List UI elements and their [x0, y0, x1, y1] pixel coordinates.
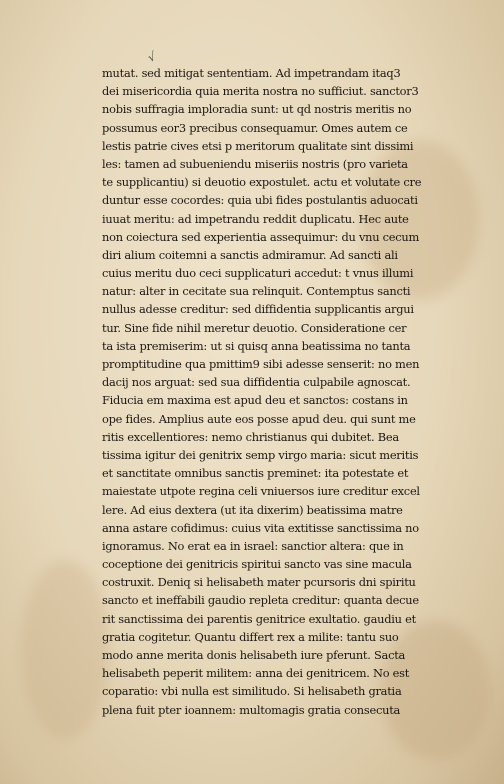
- text-line: ope fides. Amplius aute eos posse apud deu. qui sunt me: [102, 411, 416, 426]
- text-line: plena fuit pter ioannem: multomagis gratia consecuta: [102, 702, 401, 717]
- text-line: dei misericordia quia merita nostra no sufficiut. sanctor3: [102, 84, 419, 99]
- text-line: nullus adesse creditur: sed diffidentia supplicantis argui: [102, 302, 414, 317]
- text-line: les: tamen ad subueniendu miseriis nostris (pro varieta: [102, 156, 408, 171]
- text-line: mutat. sed mitigat sententiam. Ad impetrandam itaq3: [102, 66, 401, 80]
- text-line: rit sanctissima dei parentis genitrice exultatio. gaudiu et: [102, 611, 416, 626]
- text-line: modo anne merita donis helisabeth iure pferunt. Sacta: [102, 648, 406, 662]
- text-line: ignoramus. No erat ea in israel: sanctior altera: que in: [102, 538, 404, 553]
- text-line: costruxit. Deniq si helisabeth mater pcursoris dni spiritu: [102, 575, 416, 590]
- text-line: nobis suffragia imploradia sunt: ut qd nostris meritis no: [102, 102, 412, 117]
- text-line: sancto et ineffabili gaudio repleta creditur: quanta decue: [102, 593, 419, 608]
- pen-check-mark: √: [145, 49, 158, 65]
- paper-stain: [20, 560, 110, 740]
- text-line: lere. Ad eius dextera (ut ita dixerim) beatissima matre: [102, 502, 403, 517]
- text-column: [102, 64, 464, 719]
- text-line: dacij nos arguat: sed sua diffidentia culpabile agnoscat.: [102, 375, 411, 390]
- text-line: tur. Sine fide nihil meretur deuotio. Consideratione cer: [102, 320, 407, 335]
- text-line: maiestate utpote regina celi vniuersos iure creditur excel: [102, 484, 420, 499]
- text-line: coceptione dei genitricis spiritui sancto vas sine macula: [102, 557, 412, 572]
- text-line: ritis excellentiores: nemo christianus qui dubitet. Bea: [102, 429, 399, 444]
- text-line: duntur esse cocordes: quia ubi fides postulantis aduocati: [102, 193, 418, 208]
- text-line: tissima igitur dei genitrix semp virgo maria: sicut meritis: [102, 447, 419, 462]
- text-line: lestis patrie cives etsi p meritorum qualitate sint dissimi: [102, 138, 414, 153]
- text-line: diri alium coitemni a sanctis admiramur. Ad sancti ali: [102, 247, 398, 262]
- text-line: promptitudine qua pmittim9 sibi adesse senserit: no men: [102, 357, 420, 371]
- text-line: ta ista premiserim: ut si quisq anna beatissima no tanta: [102, 338, 411, 353]
- text-line: helisabeth peperit militem: anna dei genitricem. No est: [102, 666, 410, 681]
- text-line: non coiectura sed experientia assequimur: du vnu cecum: [102, 229, 420, 244]
- text-line: gratia cogitetur. Quantu differt rex a milite: tantu suo: [102, 629, 399, 644]
- text-line: Fiducia em maxima est apud deu et sanctos: costans in: [102, 393, 408, 408]
- text-line: coparatio: vbi nulla est similitudo. Si helisabeth gratia: [102, 684, 402, 699]
- text-line: cuius meritu duo ceci supplicaturi accedut: t vnus illumi: [102, 266, 414, 281]
- text-line: anna astare cofidimus: cuius vita extitisse sanctissima no: [102, 520, 419, 535]
- text-line: te supplicantiu) si deuotio expostulet. actu et volutate cre: [102, 175, 422, 190]
- text-line: et sanctitate omnibus sanctis preminet: ita potestate et: [102, 466, 409, 481]
- text-line: natur: alter in cecitate sua relinquit. Contemptus sancti: [102, 284, 411, 299]
- text-line: possumus eor3 precibus consequamur. Omes autem ce: [102, 120, 408, 135]
- text-line: iuuat meritu: ad impetrandu reddit duplicatu. Hec aute: [102, 211, 409, 226]
